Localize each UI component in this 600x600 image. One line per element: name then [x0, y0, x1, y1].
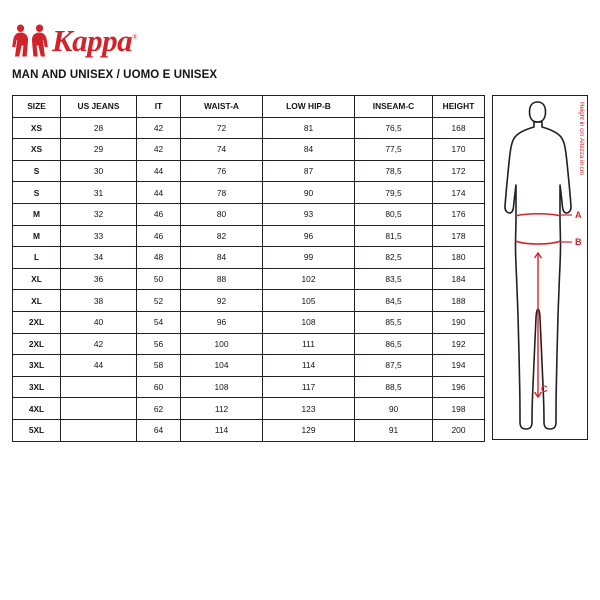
cell-it: 52: [137, 290, 181, 312]
table-row: [13, 419, 485, 441]
brand-logo: [12, 22, 137, 58]
cell-size: M: [13, 225, 61, 247]
cell-size: 4XL: [13, 398, 61, 420]
cell-waist: 108: [181, 376, 263, 398]
size-table: [12, 95, 485, 442]
cell-us-jeans: 32: [61, 203, 137, 225]
cell-low-hip: 102: [263, 268, 355, 290]
cell-us-jeans: 34: [61, 247, 137, 269]
cell-size: XL: [13, 268, 61, 290]
cell-it: 46: [137, 225, 181, 247]
trademark-symbol: ®: [132, 33, 138, 42]
column-header-size: SIZE: [13, 96, 61, 118]
cell-size: XS: [13, 117, 61, 139]
column-header-low-hip-b: LOW HIP-B: [263, 96, 355, 118]
cell-it: 46: [137, 203, 181, 225]
measure-label-b: B: [575, 237, 582, 247]
height-caption-en: Height in cm: [578, 102, 585, 137]
cell-height: 184: [433, 268, 485, 290]
cell-height: 170: [433, 139, 485, 161]
table-row: [13, 139, 485, 161]
cell-waist: 96: [181, 311, 263, 333]
cell-low-hip: 117: [263, 376, 355, 398]
table-row: [13, 290, 485, 312]
cell-us-jeans: [61, 376, 137, 398]
cell-size: 2XL: [13, 333, 61, 355]
measure-label-a: A: [575, 210, 582, 220]
cell-inseam: 91: [355, 419, 433, 441]
cell-us-jeans: [61, 419, 137, 441]
cell-inseam: 84,5: [355, 290, 433, 312]
cell-size: 2XL: [13, 311, 61, 333]
height-caption: [571, 102, 585, 198]
cell-size: XL: [13, 290, 61, 312]
cell-waist: 112: [181, 398, 263, 420]
cell-low-hip: 87: [263, 160, 355, 182]
cell-inseam: 76,5: [355, 117, 433, 139]
cell-inseam: 79,5: [355, 182, 433, 204]
cell-height: 188: [433, 290, 485, 312]
cell-us-jeans: 40: [61, 311, 137, 333]
table-row: [13, 117, 485, 139]
brand-name: Kappa: [52, 22, 133, 58]
cell-height: 176: [433, 203, 485, 225]
cell-it: 50: [137, 268, 181, 290]
cell-low-hip: 93: [263, 203, 355, 225]
cell-inseam: 77,5: [355, 139, 433, 161]
table-row: [13, 311, 485, 333]
cell-waist: 76: [181, 160, 263, 182]
cell-us-jeans: 31: [61, 182, 137, 204]
cell-size: L: [13, 247, 61, 269]
table-row: [13, 333, 485, 355]
cell-size: 3XL: [13, 376, 61, 398]
table-row: [13, 160, 485, 182]
cell-inseam: 86,5: [355, 333, 433, 355]
cell-inseam: 83,5: [355, 268, 433, 290]
column-header-inseam-c: INSEAM-C: [355, 96, 433, 118]
cell-waist: 92: [181, 290, 263, 312]
cell-waist: 78: [181, 182, 263, 204]
cell-waist: 80: [181, 203, 263, 225]
cell-it: 54: [137, 311, 181, 333]
cell-height: 194: [433, 355, 485, 377]
cell-height: 168: [433, 117, 485, 139]
height-caption-it: Altezza in cm: [578, 138, 585, 175]
table-row: [13, 182, 485, 204]
brand-logo-text: [52, 22, 138, 58]
cell-it: 42: [137, 117, 181, 139]
cell-low-hip: 99: [263, 247, 355, 269]
cell-it: 64: [137, 419, 181, 441]
cell-us-jeans: 38: [61, 290, 137, 312]
cell-low-hip: 96: [263, 225, 355, 247]
cell-height: 178: [433, 225, 485, 247]
cell-size: 3XL: [13, 355, 61, 377]
cell-low-hip: 123: [263, 398, 355, 420]
cell-inseam: 88,5: [355, 376, 433, 398]
table-row: [13, 398, 485, 420]
cell-it: 56: [137, 333, 181, 355]
cell-waist: 114: [181, 419, 263, 441]
cell-height: 180: [433, 247, 485, 269]
column-header-it: IT: [137, 96, 181, 118]
cell-low-hip: 114: [263, 355, 355, 377]
kappa-omini-logo-icon: [12, 23, 48, 57]
cell-us-jeans: 33: [61, 225, 137, 247]
cell-low-hip: 108: [263, 311, 355, 333]
measure-label-c: C: [541, 384, 548, 394]
cell-low-hip: 111: [263, 333, 355, 355]
cell-it: 48: [137, 247, 181, 269]
cell-inseam: 90: [355, 398, 433, 420]
cell-low-hip: 81: [263, 117, 355, 139]
cell-it: 42: [137, 139, 181, 161]
cell-waist: 74: [181, 139, 263, 161]
cell-size: 5XL: [13, 419, 61, 441]
cell-waist: 88: [181, 268, 263, 290]
cell-low-hip: 105: [263, 290, 355, 312]
cell-low-hip: 129: [263, 419, 355, 441]
cell-waist: 82: [181, 225, 263, 247]
cell-low-hip: 84: [263, 139, 355, 161]
cell-waist: 84: [181, 247, 263, 269]
size-table-container: [12, 95, 484, 442]
cell-height: 172: [433, 160, 485, 182]
table-row: [13, 355, 485, 377]
column-header-waist-a: WAIST-A: [181, 96, 263, 118]
cell-it: 44: [137, 182, 181, 204]
cell-us-jeans: 30: [61, 160, 137, 182]
cell-size: M: [13, 203, 61, 225]
table-row: [13, 376, 485, 398]
cell-waist: 104: [181, 355, 263, 377]
cell-waist: 72: [181, 117, 263, 139]
cell-it: 62: [137, 398, 181, 420]
cell-low-hip: 90: [263, 182, 355, 204]
cell-size: XS: [13, 139, 61, 161]
cell-height: 190: [433, 311, 485, 333]
table-row: [13, 203, 485, 225]
cell-size: S: [13, 160, 61, 182]
cell-inseam: 87,5: [355, 355, 433, 377]
cell-size: S: [13, 182, 61, 204]
table-header-row: [13, 96, 485, 118]
cell-waist: 100: [181, 333, 263, 355]
table-row: [13, 247, 485, 269]
cell-inseam: 81,5: [355, 225, 433, 247]
cell-inseam: 82,5: [355, 247, 433, 269]
column-header-height: HEIGHT: [433, 96, 485, 118]
cell-height: 174: [433, 182, 485, 204]
cell-inseam: 80,5: [355, 203, 433, 225]
table-row: [13, 225, 485, 247]
cell-it: 60: [137, 376, 181, 398]
cell-height: 198: [433, 398, 485, 420]
cell-inseam: 85,5: [355, 311, 433, 333]
table-row: [13, 268, 485, 290]
cell-height: 200: [433, 419, 485, 441]
column-header-us-jeans: US JEANS: [61, 96, 137, 118]
cell-height: 192: [433, 333, 485, 355]
cell-us-jeans: 28: [61, 117, 137, 139]
cell-us-jeans: 44: [61, 355, 137, 377]
cell-us-jeans: 29: [61, 139, 137, 161]
cell-us-jeans: 42: [61, 333, 137, 355]
cell-height: 196: [433, 376, 485, 398]
page-title: MAN AND UNISEX / UOMO E UNISEX: [12, 69, 218, 81]
cell-us-jeans: [61, 398, 137, 420]
cell-it: 58: [137, 355, 181, 377]
cell-it: 44: [137, 160, 181, 182]
cell-inseam: 78,5: [355, 160, 433, 182]
cell-us-jeans: 36: [61, 268, 137, 290]
body-measurement-diagram: [492, 95, 588, 440]
